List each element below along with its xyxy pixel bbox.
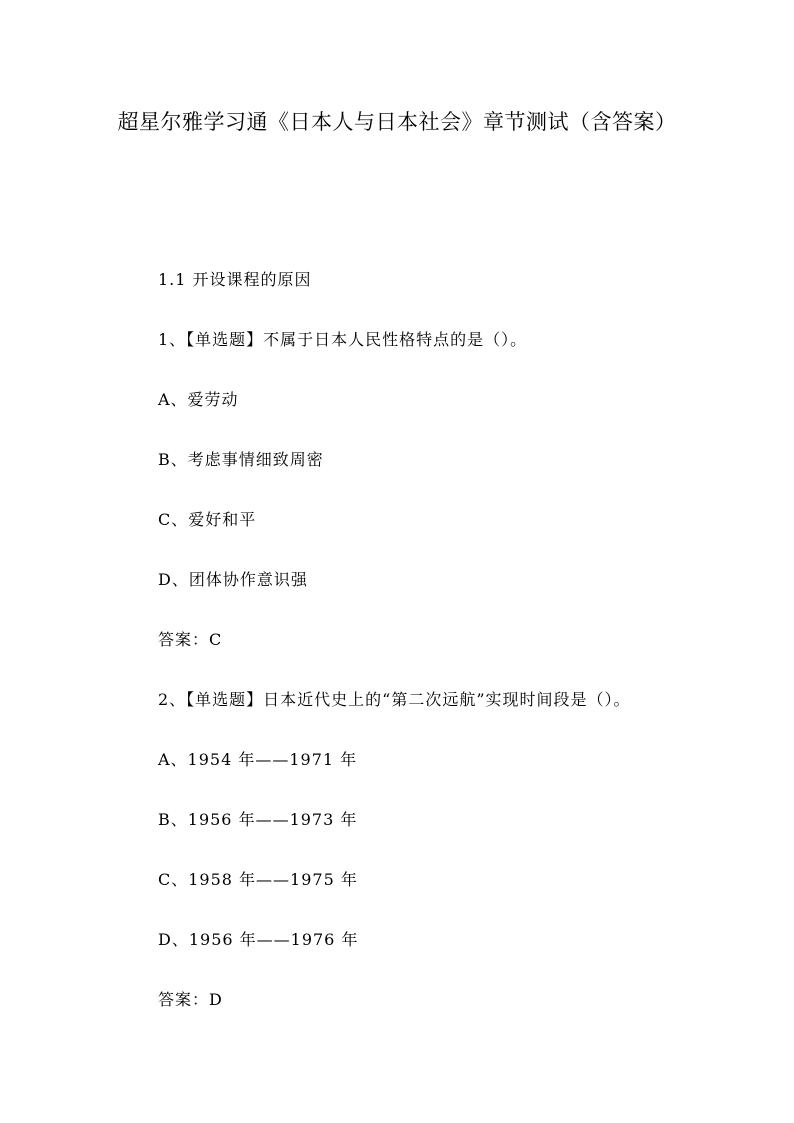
section-heading: 1.1 开设课程的原因 — [158, 270, 312, 289]
question-1-answer: 答案：C — [158, 630, 223, 649]
document-body — [158, 263, 718, 1043]
question-2-answer: 答案：D — [158, 990, 223, 1009]
question-2-option-d: D、1956 年——1976 年 — [158, 930, 359, 949]
question-2-option-a: A、1954 年——1971 年 — [158, 750, 358, 769]
question-1-option-b: B、考虑事情细致周密 — [158, 450, 324, 469]
question-1-stem: 1、【单选题】不属于日本人民性格特点的是（）。 — [158, 330, 528, 349]
document-title: 超星尔雅学习通《日本人与日本社会》章节测试（含答案） — [117, 110, 677, 134]
question-1-option-a: A、爱劳动 — [158, 390, 239, 409]
question-1-option-c: C、爱好和平 — [158, 510, 257, 529]
question-2-option-b: B、1956 年——1973 年 — [158, 810, 358, 829]
question-2-stem: 2、【单选题】日本近代史上的“第二次远航”实现时间段是（）。 — [158, 690, 631, 709]
question-1-option-d: D、团体协作意识强 — [158, 570, 308, 589]
question-2-option-c: C、1958 年——1975 年 — [158, 870, 358, 889]
